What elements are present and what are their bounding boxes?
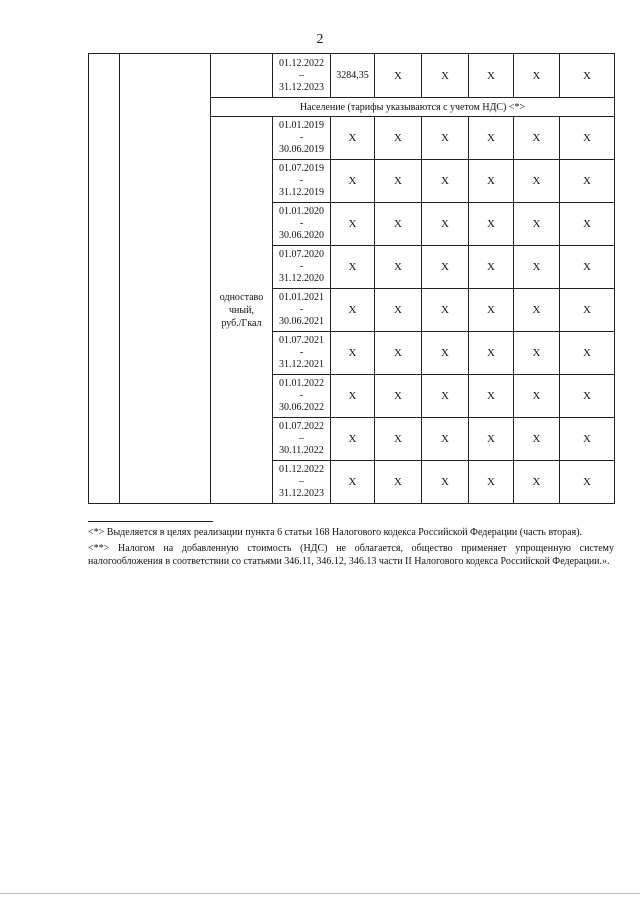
period-dash: - [299,304,304,315]
tariff-cell: X [469,160,514,203]
period-end: 30.06.2020 [279,230,324,241]
period-end: 31.12.2021 [279,359,324,370]
period-start: 01.07.2021 [279,335,324,346]
row-number-cell [89,54,120,504]
tariff-cell: X [375,461,422,504]
tariff-cell: X [331,461,375,504]
footnotes [88,526,614,571]
tariff-cell: X [560,375,615,418]
tariff-cell: X [375,246,422,289]
period-cell [273,289,331,332]
period-cell [273,160,331,203]
period-start: 01.01.2019 [279,120,324,131]
period-cell [273,54,331,98]
page-number: 2 [316,32,324,47]
unit-line: чный, [229,304,254,316]
period-cell [273,461,331,504]
tariff-cell: X [469,461,514,504]
tariff-cell: X [469,246,514,289]
tariff-cell: X [331,160,375,203]
tariff-cell: X [514,289,560,332]
tariff-cell: X [514,461,560,504]
tariff-cell: X [560,418,615,461]
tariff-cell: X [514,332,560,375]
period-end: 30.11.2022 [279,445,324,456]
tariff-cell: X [560,54,615,98]
unit-cell [211,117,273,504]
tariff-cell: X [375,54,422,98]
organization-cell [120,54,211,504]
tariff-cell: X [375,418,422,461]
tariff-cell: X [375,117,422,160]
unit-cell-top [211,54,273,98]
tariff-cell: X [422,54,469,98]
tariff-cell: X [331,289,375,332]
tariff-cell: X [422,117,469,160]
period-end: 30.06.2022 [279,402,324,413]
period-cell [273,418,331,461]
tariff-cell: X [422,332,469,375]
period-end: 31.12.2019 [279,187,324,198]
tariff-cell: X [422,289,469,332]
tariff-cell: X [422,461,469,504]
tariff-cell: X [560,289,615,332]
tariff-cell: X [375,375,422,418]
period-start: 01.01.2022 [279,378,324,389]
tariff-cell: X [331,332,375,375]
tariff-cell: X [375,160,422,203]
unit-line: одноставо [219,291,264,303]
table-row [89,54,615,98]
period-start: 01.07.2022 [279,421,324,432]
period-start: 01.01.2020 [279,206,324,217]
tariff-cell: X [331,418,375,461]
tariff-cell: X [331,246,375,289]
tariff-cell: X [469,332,514,375]
tariff-table [88,53,615,504]
period-start: 01.07.2019 [279,163,324,174]
period-start: 01.12.2022 [279,57,324,69]
period-dash: - [299,218,304,229]
tariff-cell: X [331,203,375,246]
tariff-cell: X [560,117,615,160]
tariff-cell: X [422,418,469,461]
period-dash: - [299,132,304,143]
period-dash: – [299,433,304,444]
footnote-2: <**> Налогом на добавленную стоимость (НДС) не облагается, общество применяет упрощенную систему налогообложения в соответствии со статьями 346.11, 346.12, 346.13 части II Налогового кодекса Российской Федерации.». [88,543,614,567]
tariff-cell: X [422,375,469,418]
period-start: 01.07.2020 [279,249,324,260]
tariff-cell: X [514,117,560,160]
tariff-value-cell: 3284,35 [331,54,375,98]
period-dash: - [299,347,304,358]
tariff-cell: X [469,203,514,246]
bottom-rule [0,893,640,894]
period-cell [273,203,331,246]
period-cell [273,332,331,375]
footnote-1: <*> Выделяется в целях реализации пункта 6 статьи 168 Налогового кодекса Российской Федерации (часть вторая). [88,527,583,538]
tariff-cell: X [560,461,615,504]
tariff-cell: X [331,375,375,418]
period-end: 30.06.2021 [279,316,324,327]
period-end: 31.12.2023 [279,488,324,499]
unit-line: руб./Гкал [221,317,262,329]
period-dash: - [299,390,304,401]
period-dash: - [299,175,304,186]
tariff-cell: X [469,375,514,418]
tariff-cell: X [514,246,560,289]
tariff-cell: X [469,54,514,98]
period-end: 31.12.2023 [279,81,324,93]
tariff-cell: X [514,418,560,461]
tariff-cell: X [514,54,560,98]
period-start: 01.12.2022 [279,464,324,475]
tariff-cell: X [514,375,560,418]
tariff-cell: X [375,203,422,246]
tariff-cell: X [560,160,615,203]
period-start: 01.01.2021 [279,292,324,303]
tariff-cell: X [514,203,560,246]
footnote-rule [88,521,213,522]
period-end: 31.12.2020 [279,273,324,284]
tariff-cell: X [469,289,514,332]
period-cell [273,117,331,160]
tariff-cell: X [469,418,514,461]
section-header: Население (тарифы указываются с учетом НДС) <*> [211,98,615,117]
period-dash: - [299,261,304,272]
tariff-cell: X [375,289,422,332]
tariff-cell: X [331,117,375,160]
period-cell [273,246,331,289]
tariff-cell: X [422,160,469,203]
tariff-cell: X [560,332,615,375]
period-end: 30.06.2019 [279,144,324,155]
period-dash: – [299,476,304,487]
tariff-cell: X [422,203,469,246]
period-dash: – [299,69,304,81]
tariff-cell: X [422,246,469,289]
tariff-cell: X [560,246,615,289]
tariff-cell: X [514,160,560,203]
period-cell [273,375,331,418]
tariff-cell: X [469,117,514,160]
tariff-table-body [89,54,615,504]
tariff-cell: X [375,332,422,375]
tariff-cell: X [560,203,615,246]
